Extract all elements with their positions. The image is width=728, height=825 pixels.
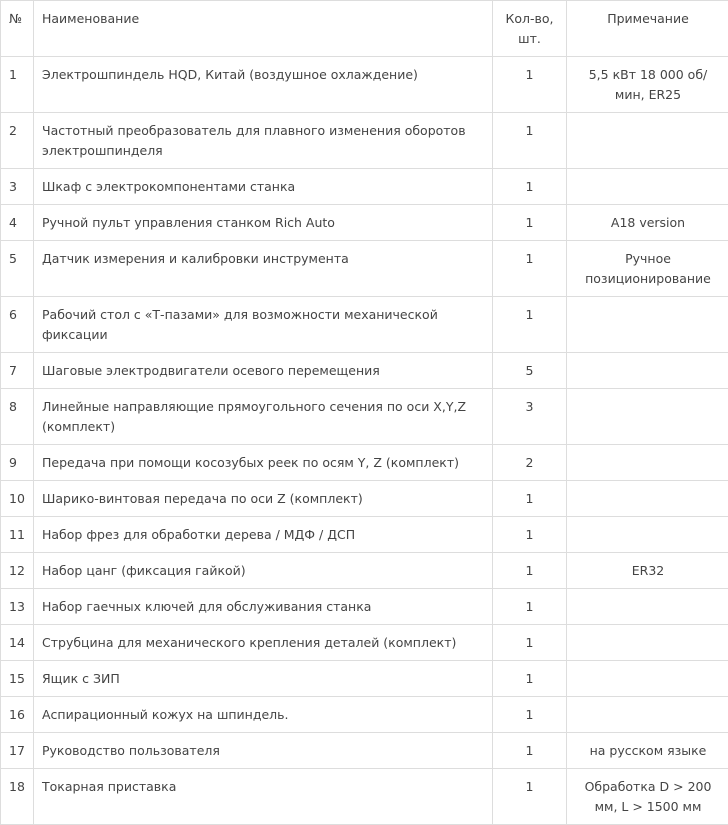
row-qty: 1	[493, 205, 567, 241]
row-note	[567, 517, 728, 553]
row-num: 17	[1, 733, 34, 769]
row-qty: 1	[493, 661, 567, 697]
row-name: Струбцина для механического крепления деталей (комплект)	[34, 625, 493, 661]
table-row	[1, 205, 728, 241]
row-num: 7	[1, 353, 34, 389]
row-note	[567, 697, 728, 733]
row-name: Ручной пульт управления станком Rich Auto	[34, 205, 493, 241]
row-num: 10	[1, 481, 34, 517]
table-row	[1, 113, 728, 169]
table-row	[1, 169, 728, 205]
row-note: A18 version	[567, 205, 728, 241]
table-row	[1, 57, 728, 113]
row-qty: 2	[493, 445, 567, 481]
row-qty: 1	[493, 297, 567, 353]
row-num: 14	[1, 625, 34, 661]
row-note: ER32	[567, 553, 728, 589]
table-row	[1, 241, 728, 297]
row-note	[567, 661, 728, 697]
row-note	[567, 113, 728, 169]
row-name: Аспирационный кожух на шпиндель.	[34, 697, 493, 733]
row-qty: 1	[493, 589, 567, 625]
row-note	[567, 589, 728, 625]
row-qty: 1	[493, 769, 567, 825]
table-row	[1, 553, 728, 589]
row-name: Шарико-винтовая передача по оси Z (комплект)	[34, 481, 493, 517]
row-name: Шкаф с электрокомпонентами станка	[34, 169, 493, 205]
row-num: 1	[1, 57, 34, 113]
row-num: 4	[1, 205, 34, 241]
row-name: Ящик с ЗИП	[34, 661, 493, 697]
table-row	[1, 589, 728, 625]
row-note	[567, 389, 728, 445]
row-qty: 1	[493, 241, 567, 297]
table-row	[1, 297, 728, 353]
row-qty: 1	[493, 733, 567, 769]
row-qty: 1	[493, 113, 567, 169]
table-row	[1, 697, 728, 733]
row-note: на русском языке	[567, 733, 728, 769]
row-note	[567, 625, 728, 661]
row-name: Токарная приставка	[34, 769, 493, 825]
table-header	[1, 1, 728, 57]
table-row	[1, 481, 728, 517]
row-num: 6	[1, 297, 34, 353]
row-name: Набор гаечных ключей для обслуживания станка	[34, 589, 493, 625]
row-num: 2	[1, 113, 34, 169]
row-note	[567, 353, 728, 389]
row-qty: 1	[493, 481, 567, 517]
row-num: 5	[1, 241, 34, 297]
row-name: Руководство пользователя	[34, 733, 493, 769]
header-note: Примечание	[567, 1, 728, 57]
row-name: Набор фрез для обработки дерева / МДФ / ДСП	[34, 517, 493, 553]
table-row	[1, 625, 728, 661]
row-num: 9	[1, 445, 34, 481]
row-name: Линейные направляющие прямоугольного сечения по оси X,Y,Z (комплект)	[34, 389, 493, 445]
row-num: 13	[1, 589, 34, 625]
table-row	[1, 661, 728, 697]
row-qty: 1	[493, 625, 567, 661]
row-note	[567, 445, 728, 481]
row-name: Набор цанг (фиксация гайкой)	[34, 553, 493, 589]
row-note: Ручное позиционирование	[567, 241, 728, 297]
row-qty: 3	[493, 389, 567, 445]
row-qty: 5	[493, 353, 567, 389]
row-name: Частотный преобразователь для плавного изменения оборотов электрошпинделя	[34, 113, 493, 169]
row-name: Передача при помощи косозубых реек по осям Y, Z (комплект)	[34, 445, 493, 481]
row-qty: 1	[493, 517, 567, 553]
row-num: 18	[1, 769, 34, 825]
header-qty: Кол-во, шт.	[493, 1, 567, 57]
row-name: Шаговые электродвигатели осевого перемещения	[34, 353, 493, 389]
header-row	[1, 1, 728, 57]
row-qty: 1	[493, 553, 567, 589]
header-name: Наименование	[34, 1, 493, 57]
row-num: 16	[1, 697, 34, 733]
row-num: 15	[1, 661, 34, 697]
row-qty: 1	[493, 169, 567, 205]
table-row	[1, 445, 728, 481]
row-note: 5,5 кВт 18 000 об/мин, ER25	[567, 57, 728, 113]
row-note: Обработка D > 200 мм, L > 1500 мм	[567, 769, 728, 825]
row-name: Рабочий стол с «Т-пазами» для возможности механической фиксации	[34, 297, 493, 353]
header-num: №	[1, 1, 34, 57]
table-body	[1, 57, 728, 825]
row-num: 8	[1, 389, 34, 445]
row-note	[567, 169, 728, 205]
row-name: Датчик измерения и калибровки инструмента	[34, 241, 493, 297]
table-row	[1, 769, 728, 825]
table-row	[1, 517, 728, 553]
row-num: 12	[1, 553, 34, 589]
row-num: 3	[1, 169, 34, 205]
row-note	[567, 481, 728, 517]
table-row	[1, 389, 728, 445]
row-note	[567, 297, 728, 353]
row-name: Электрошпиндель HQD, Китай (воздушное охлаждение)	[34, 57, 493, 113]
table-row	[1, 353, 728, 389]
table-row	[1, 733, 728, 769]
row-qty: 1	[493, 697, 567, 733]
row-num: 11	[1, 517, 34, 553]
row-qty: 1	[493, 57, 567, 113]
